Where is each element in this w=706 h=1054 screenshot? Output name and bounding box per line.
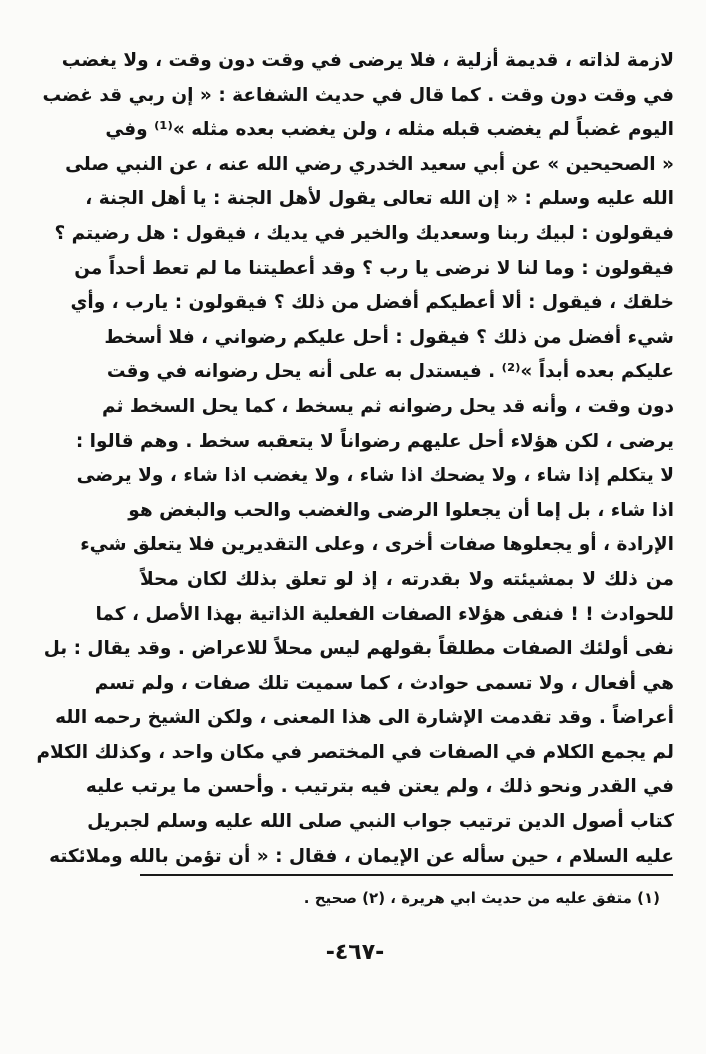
- text-line: عليكم بعده أبداً »⁽²⁾ . فيستدل به على أنه يحل رضوانه في وقت: [106, 361, 674, 383]
- text-line: خلقك ، فيقول : ألا أعطيكم أفضل من ذلك ؟ فيقولون : يارب ، وأي: [70, 292, 674, 314]
- text-line: الإرادة ، أو يجعلوها صفات أخرى ، وعلى التقديرين فلا يتعلق شيء: [80, 534, 674, 556]
- text-line: دون وقت ، وأنه قد يحل رضوانه ثم يسخط ، كما يحل السخط ثم: [102, 395, 674, 417]
- footnote: (١) متفق عليه من حديث ابي هريرة ، (٢) صحيح .: [303, 889, 660, 907]
- text-line: لازمة لذاته ، قديمة أزلية ، فلا يرضى في وقت دون وقت ، ولا يغضب: [61, 50, 674, 71]
- text-line: عليه السلام ، حين سأله عن الإيمان ، فقال : « أن تؤمن بالله وملائكته: [49, 845, 674, 867]
- text-line: « الصحيحين » عن أبي سعيد الخدري رضي الله عنه ، عن النبي صلى: [65, 153, 674, 175]
- text-line: هي أفعال ، ولا تسمى حوادث ، كما سميت تلك صفات ، ولم تسم: [94, 672, 674, 694]
- text-line: من ذلك لا بمشيئته ولا بقدرته ، إذ لو تعلق بذلك لكان محلاً: [140, 568, 674, 590]
- text-line: في القدر ونحو ذلك ، ولم يعتن فيه بترتيب . وأحسن ما يرتب عليه: [85, 776, 674, 798]
- text-line: لا يتكلم إذا شاء ، ولا يضحك اذا شاء ، ولا يغضب اذا شاء ، ولا يرضى: [76, 465, 674, 487]
- text-line: يرضى ، لكن هؤلاء أحل عليهم رضواناً لا يتعقبه سخط . وهم قالوا :: [75, 430, 674, 452]
- text-line: اذا شاء ، بل إما أن يجعلوا الرضى والغضب والحب والبغض هو: [128, 499, 674, 521]
- text-line: شيء أفضل من ذلك ؟ فيقول : أحل عليكم رضواني ، فلا أسخط: [104, 326, 674, 348]
- text-line: لم يجمع الكلام في الصفات في المختصر في مكان واحد ، وكذلك الكلام: [36, 741, 674, 763]
- footnote-separator: [140, 874, 673, 876]
- text-line: في وقت دون وقت . كما قال في حديث الشفاعة : « إن ربي قد غضب: [42, 84, 674, 106]
- text-line: أعراضاً . وقد تقدمت الإشارة الى هذا المعنى ، ولكن الشيخ رحمه الله: [55, 707, 674, 729]
- page-number: -٤٦٧-: [325, 940, 385, 965]
- text-line: للحوادث ! ! فنفى هؤلاء الصفات الفعلية الذاتية بهذا الأصل ، كما: [95, 603, 674, 625]
- text-line: فيقولون : وما لنا لا نرضى يا رب ؟ وقد أعطيتنا ما لم تعط أحداً من: [74, 257, 674, 279]
- text-line: الله عليه وسلم : « إن الله تعالى يقول لأهل الجنة : يا أهل الجنة ،: [85, 188, 674, 210]
- text-line: كتاب أصول الدين ترتيب جواب النبي صلى الله عليه وسلم لجبريل: [87, 811, 674, 833]
- text-line: فيقولون : لبيك ربنا وسعديك والخير في يديك ، فيقول : هل رضيتم ؟: [54, 222, 674, 244]
- main-text-block: [36, 44, 674, 874]
- text-line: نفى أولئك الصفات مطلقاً بقولهم ليس محلاً للاعراض . وقد يقال : بل: [43, 638, 674, 660]
- text-line: اليوم غضباً لم يغضب قبله مثله ، ولن يغضب بعده مثله »⁽¹⁾ وفي: [105, 119, 674, 141]
